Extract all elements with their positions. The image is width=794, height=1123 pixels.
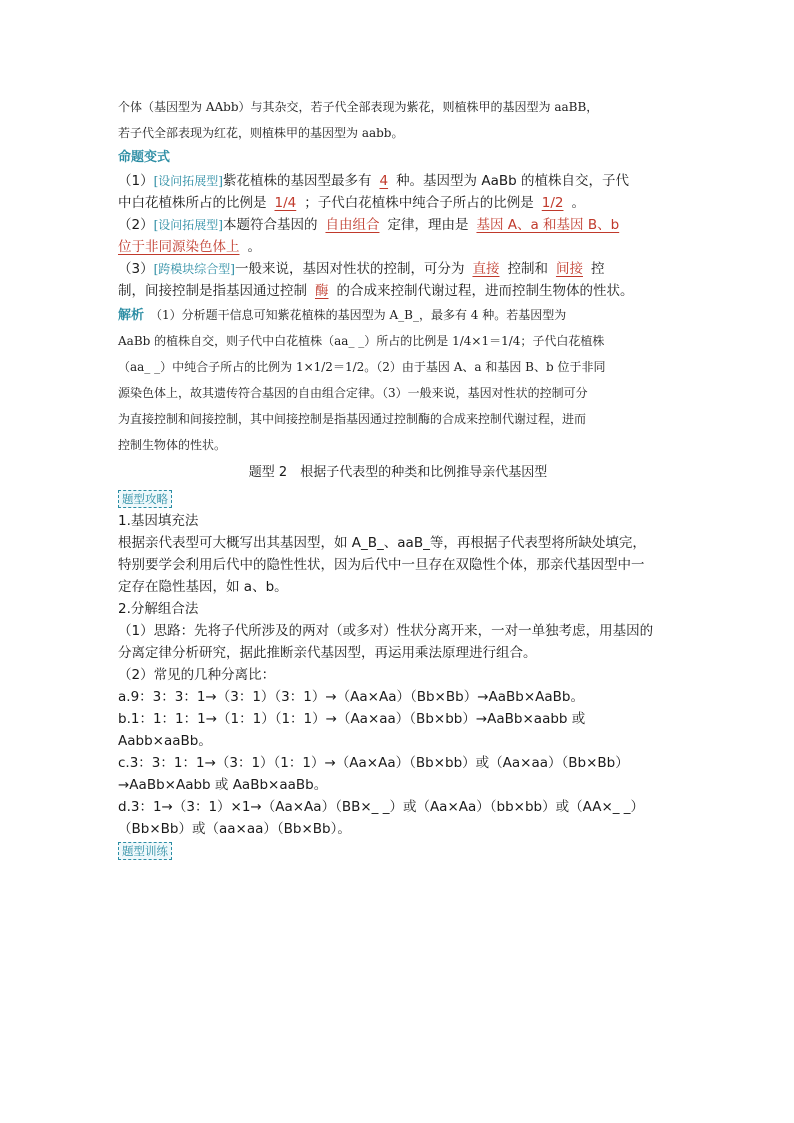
question-3-cont xyxy=(118,280,678,302)
q1-tag: [设问拓展型] xyxy=(153,174,223,188)
training-badge: 题型训练 xyxy=(118,842,172,860)
ratio-b-2: Aabb×aaBb。 xyxy=(118,733,212,749)
analysis-label: 解析 xyxy=(118,308,145,323)
q2-answer-2b: 位于非同源染色体上 xyxy=(118,239,240,255)
q1-text-4: ；子代白花植株中纯合子所占的比例是 xyxy=(304,195,534,211)
question-2 xyxy=(118,214,678,236)
analysis-line-4: 源染色体上，故其遗传符合基因的自由组合定律。（3）一般来说，基因对性状的控制可分 xyxy=(118,386,588,400)
q3-answer-1: 直接 xyxy=(472,261,500,277)
ratio-b-1: b.1：1：1：1→（1：1）（1：1）→（Aa×aa）（Bb×bb）→AaBb×aabb 或 xyxy=(118,711,586,727)
q3-text-1: 一般来说，基因对性状的控制，可分为 xyxy=(234,261,465,277)
q3-text-3: 控 xyxy=(590,261,605,277)
q3-tag: [跨模块综合型] xyxy=(153,262,235,276)
q1-text-5: 。 xyxy=(571,195,585,211)
q2-text-2: 定律，理由是 xyxy=(387,217,469,233)
method-1-line-2: 特别要学会利用后代中的隐性性状，因为后代中一旦存在双隐性个体，那亲代基因型中一 xyxy=(118,557,645,573)
q2-number: （2） xyxy=(118,217,154,233)
type-2-title: 题型 2 根据子代表型的种类和比例推导亲代基因型 xyxy=(248,465,548,480)
document-page xyxy=(118,94,678,862)
q3-number: （3） xyxy=(118,261,154,277)
q2-answer-2a: 基因 A、a 和基因 B、b xyxy=(476,217,620,233)
q3-text-4: 制，间接控制是指基因通过控制 xyxy=(118,283,307,299)
q1-text-1: 紫花植株的基因型最多有 xyxy=(222,173,372,189)
question-3 xyxy=(118,258,678,280)
method-2-line-2: 分离定律分析研究，据此推断亲代基因型，再运用乘法原理进行组合。 xyxy=(118,645,537,661)
q2-tag: [设问拓展型] xyxy=(153,218,223,232)
q1-answer-1: 4 xyxy=(379,173,389,189)
q1-number: （1） xyxy=(118,173,154,189)
analysis-line-2: AaBb 的植株自交，则子代中白花植株（aa_ _）所占的比例是 1/4×1＝1/4；子代白花植株 xyxy=(118,334,605,348)
method-2-line-1: （1）思路：先将子代所涉及的两对（或多对）性状分离开来，一对一单独考虑，用基因的 xyxy=(118,623,654,639)
method-2-line-3: （2）常见的几种分离比： xyxy=(118,667,276,683)
ratio-a: a.9：3：3：1→（3：1）（3：1）→（Aa×Aa）（Bb×Bb）→AaBb×AaBb。 xyxy=(118,689,585,705)
analysis-line-5: 为直接控制和间接控制，其中间接控制是指基因通过控制酶的合成来控制代谢过程，进而 xyxy=(118,412,587,426)
question-1-cont xyxy=(118,192,678,214)
q1-text-3: 中白花植株所占的比例是 xyxy=(118,195,267,211)
method-1-line-3: 定存在隐性基因，如 a、b。 xyxy=(118,579,288,595)
q1-answer-2: 1/4 xyxy=(274,195,297,211)
q2-text-3: 。 xyxy=(247,239,261,255)
strategy-badge: 题型攻略 xyxy=(118,490,172,508)
ratio-d-1: d.3：1→（3：1）×1→（Aa×Aa）（BB×_ _）或（Aa×Aa）（bb×bb）或（AA×_ _） xyxy=(118,799,645,815)
method-1-title: 1.基因填充法 xyxy=(118,513,199,529)
q2-text-1: 本题符合基因的 xyxy=(222,217,318,233)
question-2-cont xyxy=(118,236,678,258)
intro-line-2: 若子代全部表现为红花，则植株甲的基因型为 aabb。 xyxy=(118,126,404,140)
q3-text-2: 控制和 xyxy=(507,261,548,277)
ratio-d-2: （Bb×Bb）或（aa×aa）（Bb×Bb）。 xyxy=(118,821,351,837)
q3-answer-2: 间接 xyxy=(555,261,583,277)
analysis-line-3: （aa_ _）中纯合子所占的比例为 1×1/2＝1/2。（2）由于基因 A、a 和基因 B、b 位于非同 xyxy=(118,360,606,374)
variant-heading: 命题变式 xyxy=(118,150,171,165)
ratio-c-1: c.3：3：1：1→（3：1）（1：1）→（Aa×Aa）（Bb×bb）或（Aa×aa）（Bb×Bb） xyxy=(118,755,629,771)
method-2-title: 2.分解组合法 xyxy=(118,601,199,617)
q3-answer-3: 酶 xyxy=(315,283,329,299)
analysis-line-1 xyxy=(118,302,678,328)
q2-answer-1: 自由组合 xyxy=(325,217,380,233)
analysis-line-6: 控制生物体的性状。 xyxy=(118,438,227,452)
q1-answer-3: 1/2 xyxy=(541,195,564,211)
question-1 xyxy=(118,170,678,192)
intro-line-1: 个体（基因型为 AAbb）与其杂交，若子代全部表现为紫花，则植株甲的基因型为 aaBB， xyxy=(118,100,599,114)
q1-text-2: 种。基因型为 AaBb 的植株自交，子代 xyxy=(396,173,629,189)
analysis-text-1: （1）分析题干信息可知紫花植株的基因型为 A_B_，最多有 4 种。若基因型为 xyxy=(156,308,567,322)
method-1-line-1: 根据亲代表型可大概写出其基因型，如 A_B_、aaB_等，再根据子代表型将所缺处填完， xyxy=(118,535,646,551)
q3-text-5: 的合成来控制代谢过程，进而控制生物体的性状。 xyxy=(336,283,634,299)
ratio-c-2: →AaBb×Aabb 或 AaBb×aaBb。 xyxy=(118,777,328,793)
